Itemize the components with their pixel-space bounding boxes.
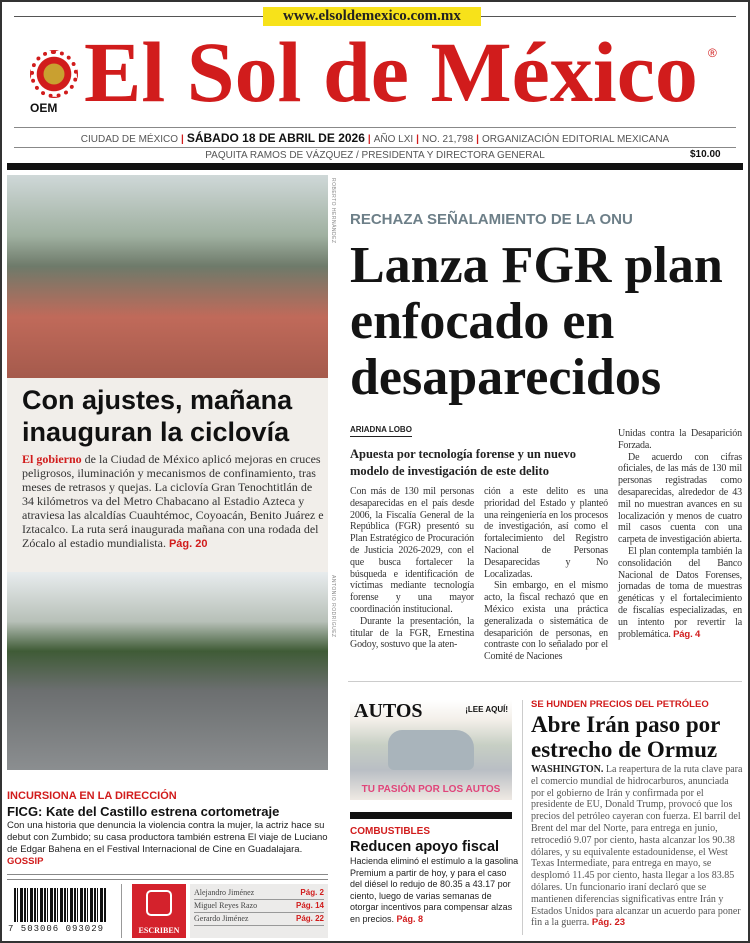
divider <box>348 681 742 682</box>
page-ref[interactable]: Pág. 8 <box>396 913 424 924</box>
paragraph: ción a este delito es una prioridad del Estado y planteó una reingeniería en los procesos de investigación, así como el fortalecimiento del Registro Nacional de Personas Desaparecidas y No Localizadas. <box>484 486 608 580</box>
main-column-3 <box>618 428 742 640</box>
sun-logo-icon <box>30 50 78 98</box>
barcode <box>14 888 106 922</box>
pen-icon <box>146 890 172 916</box>
divider-bar <box>350 812 512 819</box>
lead-in: El gobierno <box>22 452 82 466</box>
columnist-page: Pág. 22 <box>295 914 324 923</box>
masthead: El Sol de México <box>84 24 698 120</box>
main-kicker: RECHAZA SEÑALAMIENTO DE LA ONU <box>350 211 633 228</box>
paragraph: El plan contempla también la consolidación del Banco Nacional de Datos Forenses, jornadas de toma de muestras genéticas y el fortalecimiento de fiscalías especializadas, en un intento por revertir la problemática. <box>618 545 742 640</box>
columnist-row[interactable] <box>194 913 324 926</box>
organization: ORGANIZACIÓN EDITORIAL MEXICANA <box>481 134 670 145</box>
issue-number: NO. 21,798 <box>421 134 474 145</box>
page-ref[interactable]: Pág. 4 <box>673 628 701 640</box>
cyclist-road-photo[interactable] <box>7 572 328 770</box>
divider <box>522 700 523 935</box>
divider <box>7 879 328 880</box>
petroleo-headline[interactable]: Abre Irán paso por estrecho de Ormuz <box>531 712 720 762</box>
paragraph: Unidas contra la Desaparición Forzada. <box>618 428 742 451</box>
website-link[interactable]: www.elsoldemexico.com.mx <box>263 7 481 26</box>
columnist-name: Miguel Reyes Razo <box>194 901 258 910</box>
combustibles-story <box>350 826 520 925</box>
ad-title: AUTOS <box>354 700 423 722</box>
ficg-kicker: INCURSIONA EN LA DIRECCIÓN <box>7 790 177 802</box>
escriben-label: ESCRIBEN <box>138 926 180 935</box>
divider <box>14 147 736 148</box>
divider <box>14 127 736 128</box>
main-headline[interactable]: Lanza FGR plan enfocado en desaparecidos <box>350 237 723 406</box>
price: $10.00 <box>690 149 721 160</box>
photo-credit: ROBERTO HERNÁNDEZ <box>330 178 336 244</box>
columnist-row[interactable] <box>194 900 324 913</box>
body-text: de la Ciudad de México aplicó mejoras en cruces peligrosos, iluminación y mecanismos de confinamiento, tras meses de retrasos y quejas. La ciclovía Gran Tenochtitlán de 34 kilómetros va del Metro Chabacano al Estadio Azteca y atraviesa las alcaldías Cuauhtémoc, Coyoacán, Benito Juárez e Iztacalco. La ruta será inaugurada mañana con una rodada del Zócalo al estadio mundialista. <box>22 452 324 550</box>
section-ref[interactable]: GOSSIP <box>7 856 44 867</box>
escriben-badge <box>132 884 186 938</box>
car-image <box>388 730 474 770</box>
city: CIUDAD DE MÉXICO <box>80 134 179 145</box>
autos-ad[interactable] <box>350 700 512 800</box>
main-column-1 <box>350 486 474 651</box>
ciclovia-headline[interactable]: Con ajustes, mañana inauguran la ciclovía <box>22 385 293 447</box>
paragraph: De acuerdo con cifras oficiales, de las más de 130 mil personas registradas como desaparecidas, alrededor de 43 mil no muestran avances en su localización y menos de cuatro mil casos cuenta con una carpeta de investigación abierta. <box>618 451 742 546</box>
columnist-row[interactable] <box>194 887 324 900</box>
ciclovia-body <box>22 452 324 551</box>
registered-icon: ® <box>708 46 717 60</box>
divider <box>121 884 122 938</box>
byline: ARIADNA LOBO <box>350 425 412 437</box>
columnist-name: Alejandro Jiménez <box>194 888 255 897</box>
dateline: WASHINGTON. <box>531 764 604 775</box>
ad-slogan: TU PASIÓN POR LOS AUTOS <box>361 784 501 795</box>
ficg-body: Con una historia que denuncia la violencia contra la mujer, la actriz hace su debut con Zumbido; su casa productora también estrena El viaje de Luciano de Edgar Bahena en el Festival Internacional de Cine en Guadalajara. <box>7 820 328 855</box>
year: AÑO LXI <box>373 134 414 145</box>
combustibles-kicker: COMBUSTIBLES <box>350 826 430 837</box>
paragraph: Sin embargo, en el mismo acto, la fiscal rechazó que en México exista una práctica generalizada o sistemática de desaparición de personas, en contraste con lo señalado por el Comité de Naciones <box>484 580 608 663</box>
cyclists-photo[interactable] <box>7 175 328 378</box>
combustibles-headline[interactable]: Reducen apoyo fiscal <box>350 839 500 855</box>
photo-credit: ANTONIO RODRÍGUEZ <box>330 575 336 638</box>
header-bar <box>7 163 743 170</box>
director-line: PAQUITA RAMOS DE VÁZQUEZ / PRESIDENTA Y DIRECTORA GENERAL <box>205 150 545 161</box>
body-text: La reapertura de la ruta clave para el comercio mundial de hidrocarburos, anunciada por el gobierno de Irán y confirmada por el presidente de EU, Donald Trump, provocó que los precios del petróleo cayeran con fuerza. El barril del Brent del mar del Norte, para entrega en junio, retrocedió 9.07 por ciento, hasta alcanzar los 90.38 dólares, y su equivalente estadounidense, el West Texas Intermediate, para entrega en mayo, se desplomó 11.45 por ciento, hasta llegar a los 83.85 dólares. Un funcionario iraní declaró que se mantienen diferencias significativas entre Irán y Estados Unidos para alcanzar un acuerdo para poner fin a la guerra. <box>531 764 743 929</box>
main-subhead: Apuesta por tecnología forense y un nuevo modelo de investigación de este delito <box>350 447 576 478</box>
ficg-story <box>7 790 335 868</box>
main-column-2 <box>484 486 608 663</box>
page-ref[interactable]: Pág. 20 <box>168 538 208 550</box>
date: SÁBADO 18 DE ABRIL DE 2026 <box>186 131 365 145</box>
combustibles-body: Hacienda eliminó el estímulo a la gasolina Premium a partir de hoy, y para el caso del diésel lo redujo de 80.35 a 43.17 por ciento, luego de varias semanas de otorgar incentivos para compensar alzas en precios. <box>350 856 519 924</box>
petroleo-body <box>531 764 743 929</box>
barcode-number: 7 503006 093029 <box>8 924 105 934</box>
page-ref[interactable]: Pág. 23 <box>591 917 626 929</box>
petroleo-kicker: SE HUNDEN PRECIOS DEL PETRÓLEO <box>531 699 709 710</box>
edition-info: CIUDAD DE MÉXICO | SÁBADO 18 DE ABRIL DE 2026 | AÑO LXI | NO. 21,798 | ORGANIZACIÓN EDITORIAL MEXICANA <box>80 131 670 145</box>
columnist-name: Gerardo Jiménez <box>194 914 249 923</box>
columnist-page: Pág. 14 <box>295 901 324 910</box>
paragraph: Durante la presentación, la titular de la FGR, Ernestina Godoy, sostuvo que la aten- <box>350 615 474 651</box>
divider <box>7 874 328 875</box>
columnists-list <box>190 884 328 938</box>
ad-cta[interactable]: ¡LEE AQUÍ! <box>465 705 508 714</box>
oem-logo: OEM <box>30 101 58 115</box>
columnist-page: Pág. 2 <box>300 888 324 897</box>
paragraph: Con más de 130 mil personas desaparecidas en el país desde 2006, la Fiscalía General de la República (FGR) presentó su Plan Estratégico de Procuración de Justicia 2026-2029, con el que busca fortalecer la búsqueda e identificación de víctimas mediante tecnología forense y una mayor coordinación institucional. <box>350 486 474 615</box>
ficg-headline[interactable]: FICG: Kate del Castillo estrena cortometraje <box>7 804 280 819</box>
